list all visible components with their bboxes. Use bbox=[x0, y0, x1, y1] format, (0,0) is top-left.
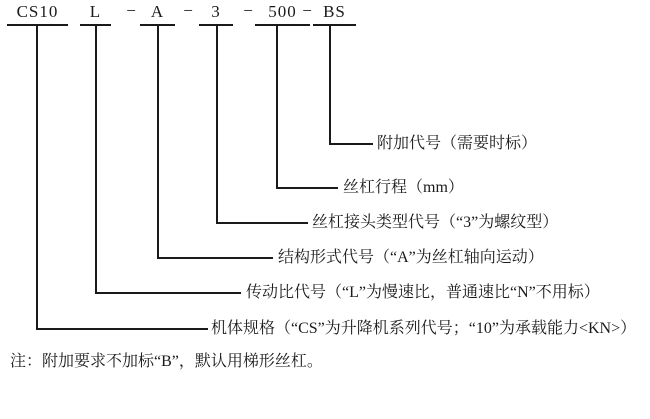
branch-label-3: 丝杠接头类型代号（“3”为螺纹型） bbox=[312, 214, 559, 231]
connector-vertical-a bbox=[157, 25, 159, 259]
code-segment-3 bbox=[199, 2, 233, 26]
branch-label-a: 结构形式代号（“A”为丝杠轴向运动） bbox=[278, 249, 544, 266]
connector-vertical-l bbox=[95, 25, 97, 294]
code-segment-3-text: 3 bbox=[211, 2, 221, 21]
code-dash-2: − bbox=[183, 1, 193, 20]
connector-vertical-3 bbox=[216, 25, 218, 224]
code-segment-cs10 bbox=[7, 2, 68, 26]
code-segment-l-text: L bbox=[89, 2, 102, 21]
code-dash-3: − bbox=[243, 1, 253, 20]
code-segment-a bbox=[140, 2, 175, 26]
connector-horizontal-cs10 bbox=[36, 328, 208, 330]
branch-label-500: 丝杠行程（mm） bbox=[343, 179, 464, 196]
connector-horizontal-l bbox=[95, 292, 241, 294]
branch-label-bs: 附加代号（需要时标） bbox=[377, 135, 538, 152]
connector-horizontal-bs bbox=[329, 143, 373, 145]
code-segment-bs bbox=[313, 2, 356, 26]
connector-vertical-bs bbox=[329, 25, 331, 145]
code-dash-4: − bbox=[302, 1, 312, 20]
connector-horizontal-3 bbox=[216, 222, 308, 224]
branch-label-l: 传动比代号（“L”为慢速比，普通速比“N”不用标） bbox=[246, 284, 600, 301]
code-segment-a-text: A bbox=[150, 2, 165, 21]
code-segment-bs-text: BS bbox=[323, 2, 346, 21]
connector-horizontal-a bbox=[157, 257, 273, 259]
connector-vertical-cs10 bbox=[36, 25, 38, 330]
code-segment-l bbox=[80, 2, 111, 26]
connector-horizontal-500 bbox=[276, 187, 338, 189]
code-segment-500-text: 500 bbox=[268, 2, 297, 21]
branch-label-cs10: 机体规格（“CS”为升降机系列代号；“10”为承载能力<KN>） bbox=[211, 320, 637, 337]
code-dash-1: − bbox=[126, 1, 136, 20]
footnote: 注：附加要求不加标“B”，默认用梯形丝杠。 bbox=[10, 353, 323, 370]
code-segment-cs10-text: CS10 bbox=[16, 2, 59, 21]
connector-vertical-500 bbox=[276, 25, 278, 189]
